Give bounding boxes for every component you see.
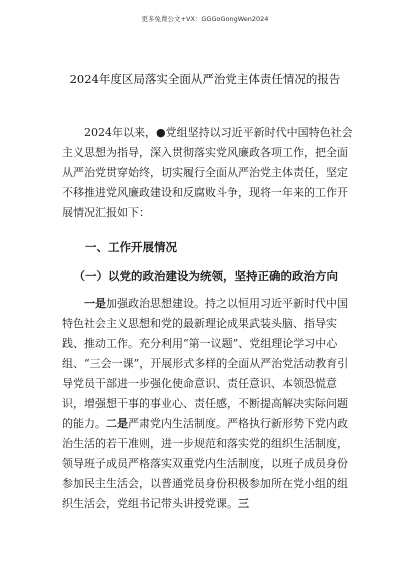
point-lead-2: 二是 <box>106 417 128 430</box>
section-heading-work-progress: 一、工作开展情况 <box>85 240 177 254</box>
body-paragraph <box>62 294 354 514</box>
document-body <box>62 123 354 514</box>
document-title: 2024年度区局落实全面从严治党主体责任情况的报告 <box>69 72 341 86</box>
point-lead-3: 三 <box>238 497 249 510</box>
point-text-1: 加强政治思想建设。持之以恒用习近平新时代中国特色社会主义思想和党的最新理论成果武装头脑、指导实践、推动工作。充分利用“第一议题”、党组理论学习中心组、“三会一课”，开展形式多样的全面从严治党活动教育引导党员干部进一步强化使命意识、责任意识、本领恐慌意识，增强想干事的事业心、责任感，不断提高解决实际问题的能力。 <box>62 297 349 430</box>
subsection-heading-political-construction: （一）以党的政治建设为统领，坚持正确的政治方向 <box>73 269 338 283</box>
point-lead-1: 一是 <box>84 297 106 310</box>
point-text-2: 严肃党内生活制度。严格执行新形势下党内政治生活的若干准则，进一步规范和落实党的组织生活制度，领导班子成员严格落实双重党内生活制度，以班子成员身份参加民主生活会，以普通党员身份积极参加所在党小组的组织生活会，党组书记带头讲授党课。 <box>62 417 348 510</box>
header-note: 更多免费公文+VX：GGGoGongWen2024 <box>141 15 269 23</box>
intro-paragraph: 2024年以来，●党组坚持以习近平新时代中国特色社会主义思想为指导，深入贯彻落实党风廉政各项工作，把全面从严治党贯穿始终，切实履行全面从严治党主体责任，坚定不移推进党风廉政建设和反腐败斗争，现将一年来的工作开展情况汇报如下： <box>62 126 353 219</box>
